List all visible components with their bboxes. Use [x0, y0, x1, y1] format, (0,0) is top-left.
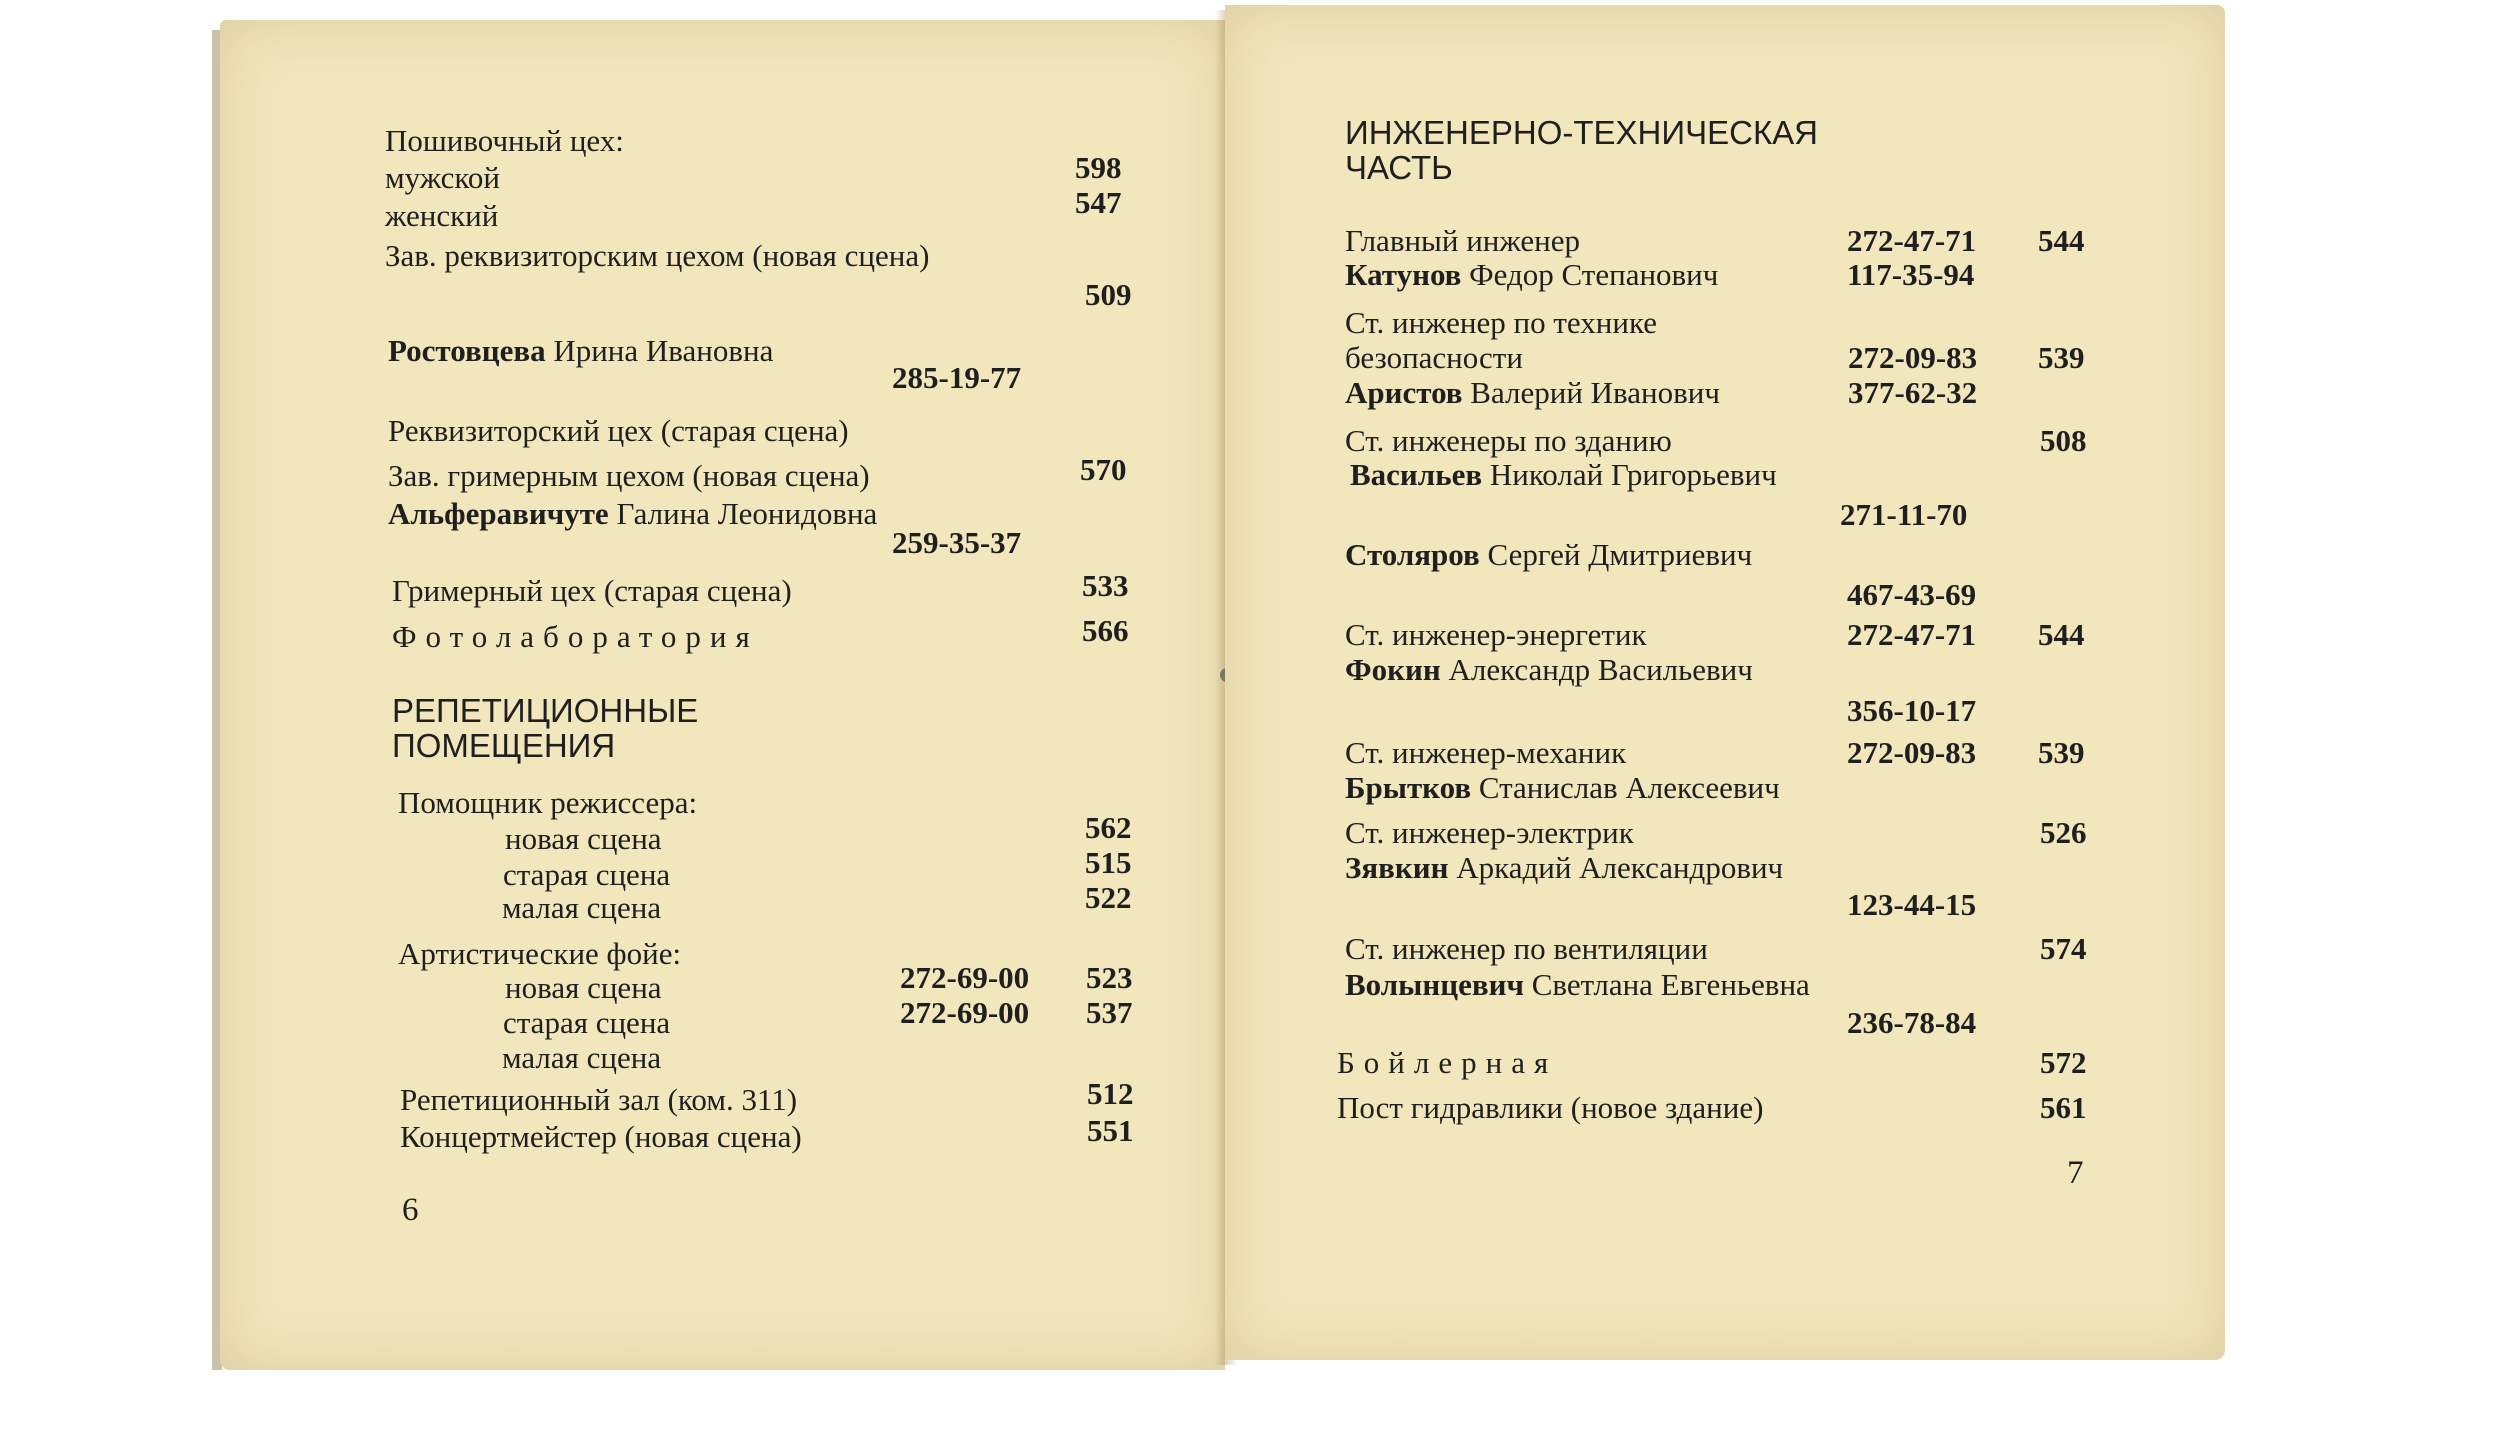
extension-number: 537: [1086, 995, 1133, 1030]
extension-number: 509: [1085, 277, 1132, 312]
extension-number: 539: [2038, 340, 2085, 375]
entry-label: мужской: [385, 160, 500, 195]
left-page: [220, 20, 1225, 1370]
extension-number: 522: [1085, 880, 1132, 915]
extension-number: 574: [2040, 931, 2087, 966]
person-name: Ростовцева Ирина Ивановна: [388, 333, 774, 368]
page-number: 7: [2067, 1155, 2084, 1191]
entry-label: Реквизиторский цех (старая сцена): [388, 413, 849, 448]
entry-label: старая сцена: [503, 1005, 671, 1040]
extension-number: 533: [1082, 568, 1129, 603]
entry-label: Бойлерная: [1337, 1045, 1558, 1080]
extension-number: 572: [2040, 1045, 2087, 1080]
entry-label: малая сцена: [502, 890, 662, 925]
entry-label: Ст. инженер-энергетик: [1345, 617, 1647, 652]
entry-label: малая сцена: [502, 1040, 662, 1075]
entry-label: Гримерный цех (старая сцена): [392, 573, 792, 608]
section-heading: ИНЖЕНЕРНО-ТЕХНИЧЕСКАЯ: [1345, 114, 1819, 151]
section-heading: ПОМЕЩЕНИЯ: [392, 727, 616, 764]
extension-number: 561: [2040, 1090, 2087, 1125]
phone-number: 272-47-71: [1847, 223, 1977, 258]
extension-number: 566: [1082, 613, 1129, 648]
entry-label: Зав. гримерным цехом (новая сцена): [388, 458, 870, 493]
entry-label: Пост гидравлики (новое здание): [1337, 1090, 1764, 1125]
phone-number: 272-69-00: [900, 960, 1030, 995]
person-name: Брытков Станислав Алексеевич: [1345, 770, 1780, 805]
entry-label: Ст. инженеры по зданию: [1345, 423, 1672, 458]
person-name: Аристов Валерий Иванович: [1345, 375, 1720, 410]
entry-label: Зав. реквизиторским цехом (новая сцена): [385, 238, 930, 273]
person-name: Альферавичуте Галина Леонидовна: [388, 496, 878, 531]
phone-number: 272-09-83: [1848, 340, 1978, 375]
person-name: Столяров Сергей Дмитриевич: [1345, 537, 1753, 572]
extension-number: 515: [1085, 845, 1132, 880]
phone-number: 271-11-70: [1840, 497, 1968, 532]
entry-label: новая сцена: [505, 821, 662, 856]
entry-label: Главный инженер: [1345, 223, 1581, 258]
phone-number: 377-62-32: [1848, 375, 1978, 410]
entry-label: Помощник режиссера:: [398, 785, 698, 820]
extension-number: 512: [1087, 1076, 1134, 1111]
section-heading: ЧАСТЬ: [1345, 149, 1453, 186]
extension-number: 526: [2040, 815, 2087, 850]
page-number: 6: [402, 1192, 419, 1228]
entry-label: Ст. инженер по технике: [1345, 305, 1657, 340]
entry-label: старая сцена: [503, 857, 671, 892]
entry-label: новая сцена: [505, 970, 662, 1005]
person-name: Зявкин Аркадий Александрович: [1345, 850, 1784, 885]
section-heading: РЕПЕТИЦИОННЫЕ: [392, 692, 699, 729]
person-name: Васильев Николай Григорьевич: [1350, 457, 1777, 492]
person-name: Волынцевич Светлана Евгеньевна: [1345, 967, 1810, 1002]
extension-number: 523: [1086, 960, 1133, 995]
entry-label: женский: [385, 198, 499, 233]
extension-number: 544: [2038, 223, 2085, 258]
phone-number: 123-44-15: [1847, 887, 1977, 922]
entry-label: Пошивочный цех:: [385, 123, 624, 158]
extension-number: 598: [1075, 150, 1122, 185]
phone-number: 236-78-84: [1847, 1005, 1977, 1040]
entry-label: Концертмейстер (новая сцена): [400, 1119, 802, 1154]
phone-number: 467-43-69: [1847, 577, 1977, 612]
extension-number: 570: [1080, 452, 1127, 487]
person-name: Фокин Александр Васильевич: [1345, 652, 1753, 687]
entry-label: Ст. инженер-электрик: [1345, 815, 1634, 850]
phone-number: 272-09-83: [1847, 735, 1977, 770]
phone-number: 356-10-17: [1847, 693, 1977, 728]
phone-number: 272-47-71: [1847, 617, 1977, 652]
extension-number: 551: [1087, 1113, 1134, 1148]
entry-label: Ст. инженер по вентиляции: [1345, 931, 1708, 966]
extension-number: 539: [2038, 735, 2085, 770]
phone-number: 259-35-37: [892, 525, 1022, 560]
entry-label: Репетиционный зал (ком. 311): [400, 1082, 798, 1117]
extension-number: 562: [1085, 810, 1132, 845]
entry-label: Фотолаборатория: [392, 619, 759, 654]
extension-number: 508: [2040, 423, 2087, 458]
extension-number: 544: [2038, 617, 2085, 652]
phone-number: 285-19-77: [892, 360, 1022, 395]
right-page: [1225, 5, 2225, 1360]
person-name: Катунов Федор Степанович: [1345, 257, 1719, 292]
entry-label: Ст. инженер-механик: [1345, 735, 1627, 770]
phone-number: 117-35-94: [1847, 257, 1975, 292]
entry-label: Артистические фойе:: [398, 936, 682, 971]
entry-label: безопасности: [1345, 340, 1523, 375]
extension-number: 547: [1075, 185, 1122, 220]
phone-number: 272-69-00: [900, 995, 1030, 1030]
